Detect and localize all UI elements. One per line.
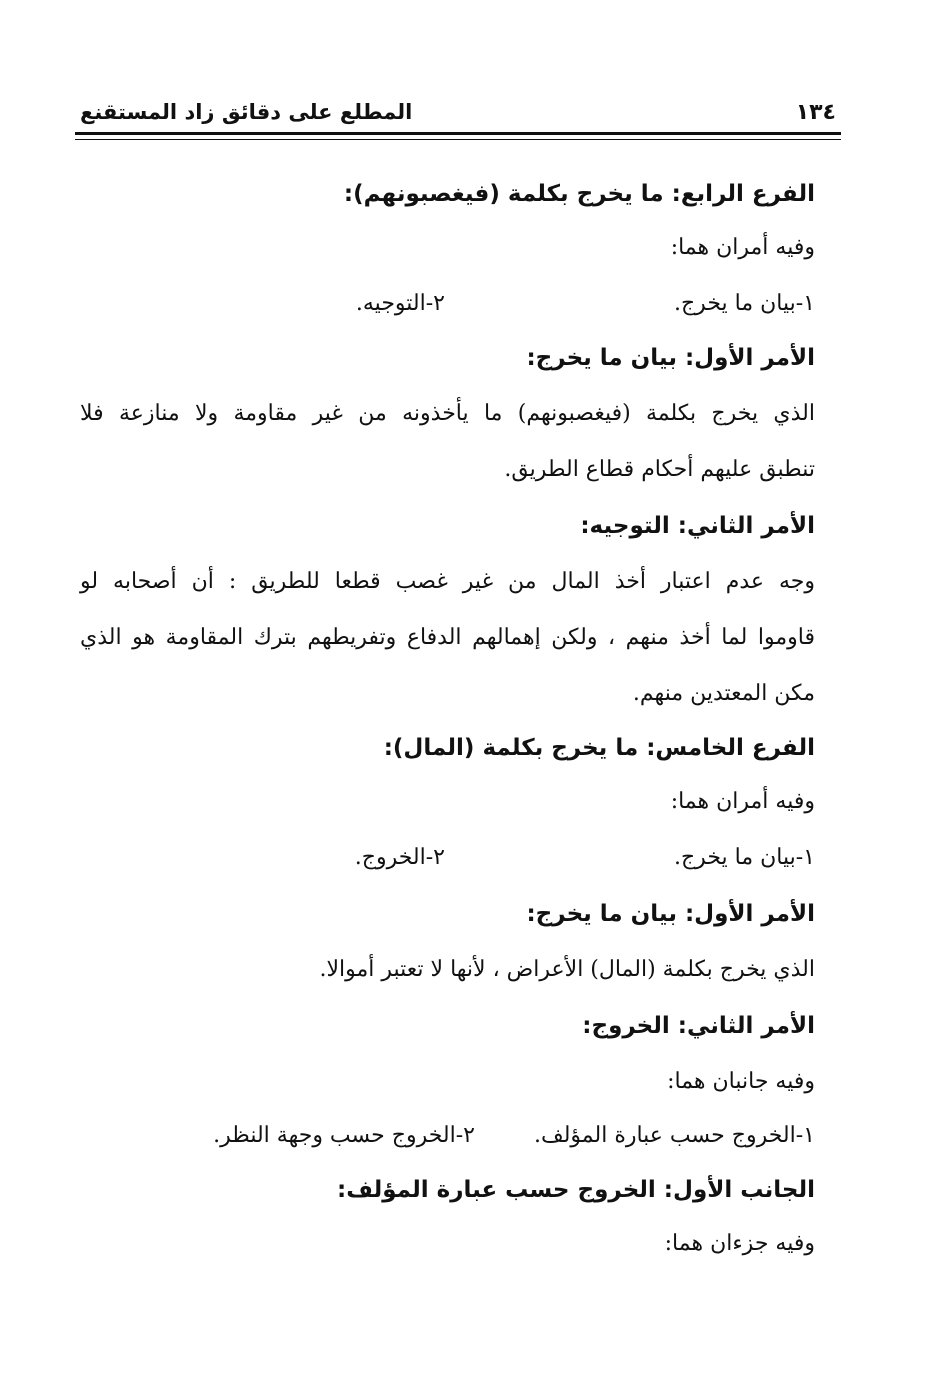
b5-second-list-item-2: ٢-الخروج حسب وجهة النظر.	[213, 1123, 475, 1148]
b4-second-text-line-3: مكن المعتدين منهم.	[632, 681, 815, 706]
branch4-list-item-1: ١-بيان ما يخرج.	[673, 291, 815, 316]
side1-intro: وفيه جزءان هما:	[664, 1231, 815, 1256]
b5-second-list	[80, 1116, 815, 1156]
b5-second-list-item-1: ١-الخروج حسب عبارة المؤلف.	[533, 1123, 815, 1148]
running-header	[80, 96, 840, 130]
b4-second-heading: الأمر الثاني: التوجيه:	[580, 513, 815, 539]
header-rule-thick	[75, 132, 841, 135]
b4-first-heading: الأمر الأول: بيان ما يخرج:	[526, 345, 815, 371]
b4-second-text-line-1: وجه عدم اعتبار أخذ المال من غير غصب قطعا للطريق : أن أصحابه لو	[80, 569, 815, 594]
branch5-list-item-2: ٢-الخروج.	[354, 845, 445, 870]
b4-second-text-line-2: قاوموا لما أخذ منهم ، ولكن إهمالهم الدفاع وتفريطهم بترك المقاومة هو الذي	[80, 625, 815, 650]
branch5-heading: الفرع الخامس: ما يخرج بكلمة (المال):	[383, 735, 815, 761]
page-number: ١٣٤	[795, 100, 836, 125]
b5-first-heading: الأمر الأول: بيان ما يخرج:	[526, 901, 815, 927]
b5-second-intro: وفيه جانبان هما:	[667, 1069, 815, 1094]
header-rule-thin	[75, 139, 841, 140]
b4-first-text-line-2: تنطبق عليهم أحكام قطاع الطريق.	[504, 457, 815, 482]
branch4-list-item-2: ٢-التوجيه.	[355, 291, 445, 316]
side1-heading: الجانب الأول: الخروج حسب عبارة المؤلف:	[337, 1177, 815, 1203]
branch4-intro: وفيه أمران هما:	[670, 235, 815, 260]
branch5-intro: وفيه أمران هما:	[670, 789, 815, 814]
b4-first-text-line-1: الذي يخرج بكلمة (فيغصبونهم) ما يأخذونه من غير مقاومة ولا منازعة فلا	[80, 401, 815, 426]
b5-second-heading: الأمر الثاني: الخروج:	[582, 1013, 815, 1039]
branch4-heading: الفرع الرابع: ما يخرج بكلمة (فيغصبونهم):	[343, 181, 815, 207]
branch5-list	[80, 838, 815, 878]
book-title: المطلع على دقائق زاد المستقنع	[80, 100, 413, 124]
branch4-list	[80, 284, 815, 324]
b5-first-text-line-1: الذي يخرج بكلمة (المال) الأعراض ، لأنها لا تعتبر أموالا.	[319, 957, 815, 982]
branch5-list-item-1: ١-بيان ما يخرج.	[673, 845, 815, 870]
